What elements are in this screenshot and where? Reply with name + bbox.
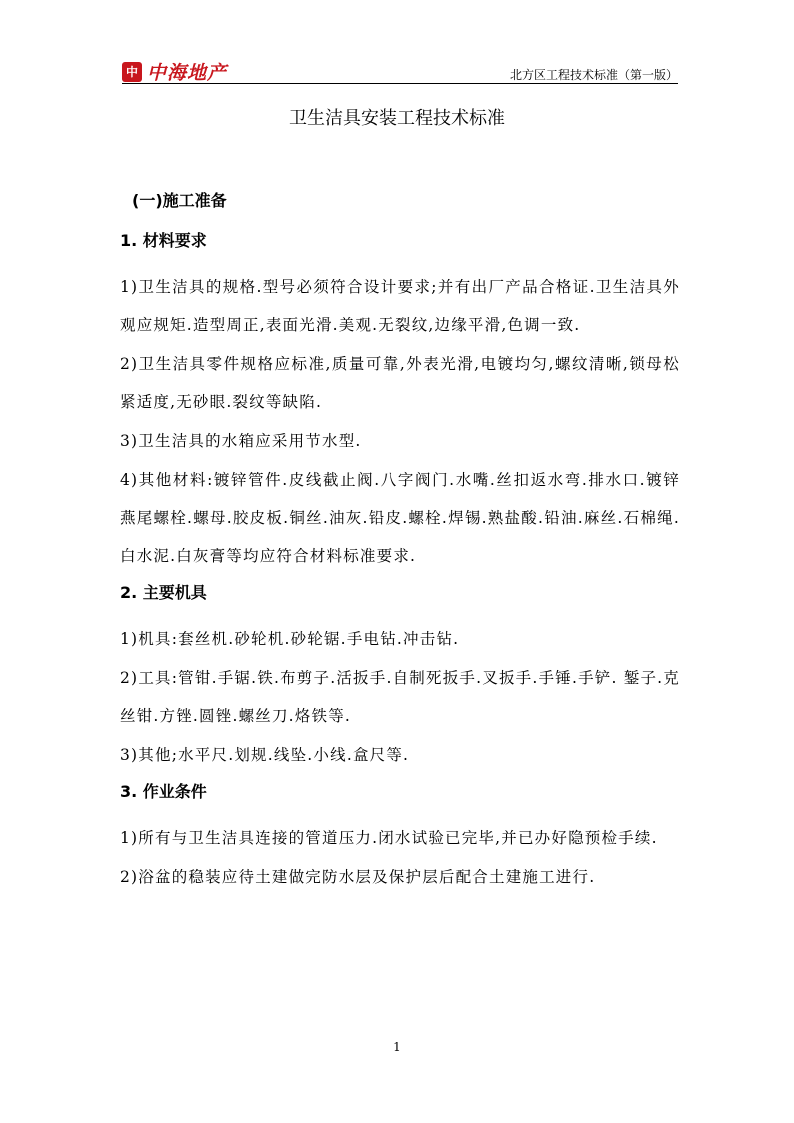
document-body: [120, 180, 680, 897]
paragraph: 1)所有与卫生洁具连接的管道压力.闭水试验已完毕,并已办好隐预检手续.: [120, 829, 658, 847]
logo-text: 中海地产: [147, 62, 228, 84]
company-logo: [122, 58, 227, 85]
paragraph: 2)浴盆的稳装应待土建做完防水层及保护层后配合土建施工进行.: [120, 868, 596, 886]
paragraph: 1)机具:套丝机.砂轮机.砂轮锯.手电钻.冲击钻.: [120, 630, 460, 648]
subsection-heading-tools: 2. 主要机具: [120, 583, 207, 602]
logo-icon: 中: [122, 62, 142, 82]
section-heading: (一)施工准备: [132, 191, 227, 210]
paragraph: 1)卫生洁具的规格.型号必须符合设计要求;并有出厂产品合格证.卫生洁具外观应规矩.造型周正,表面光滑.美观.无裂纹,边缘平滑,色调一致.: [120, 278, 680, 334]
subsection-heading-conditions: 3. 作业条件: [120, 782, 207, 801]
paragraph: 2)工具:管钳.手锯.铁.布剪子.活扳手.自制死扳手.叉扳手.手锤.手铲. 錾子.克丝钳.方锉.圆锉.螺丝刀.烙铁等.: [120, 669, 680, 725]
paragraph: 3)卫生洁具的水箱应采用节水型.: [120, 432, 362, 450]
document-title: 卫生洁具安装工程技术标准: [289, 108, 505, 129]
page-number: 1: [393, 1040, 401, 1054]
subsection-heading-materials: 1. 材料要求: [120, 231, 207, 250]
paragraph: 3)其他;水平尺.划规.线坠.小线.盒尺等.: [120, 746, 410, 764]
paragraph: 2)卫生洁具零件规格应标准,质量可靠,外表光滑,电镀均匀,螺纹清晰,锁母松紧适度,无砂眼.裂纹等缺陷.: [120, 355, 680, 411]
document-series-title: 北方区工程技术标准（第一版）: [509, 68, 678, 82]
paragraph: 4)其他材料:镀锌管件.皮线截止阀.八字阀门.水嘴.丝扣返水弯.排水口.镀锌燕尾螺栓.螺母.胶皮板.铜丝.油灰.铅皮.螺栓.焊锡.熟盐酸.铅油.麻丝.石棉绳.白水泥.白灰膏等均应符合材料标准要求.: [120, 471, 680, 565]
page-header: [122, 52, 678, 86]
header-divider: [122, 83, 678, 84]
